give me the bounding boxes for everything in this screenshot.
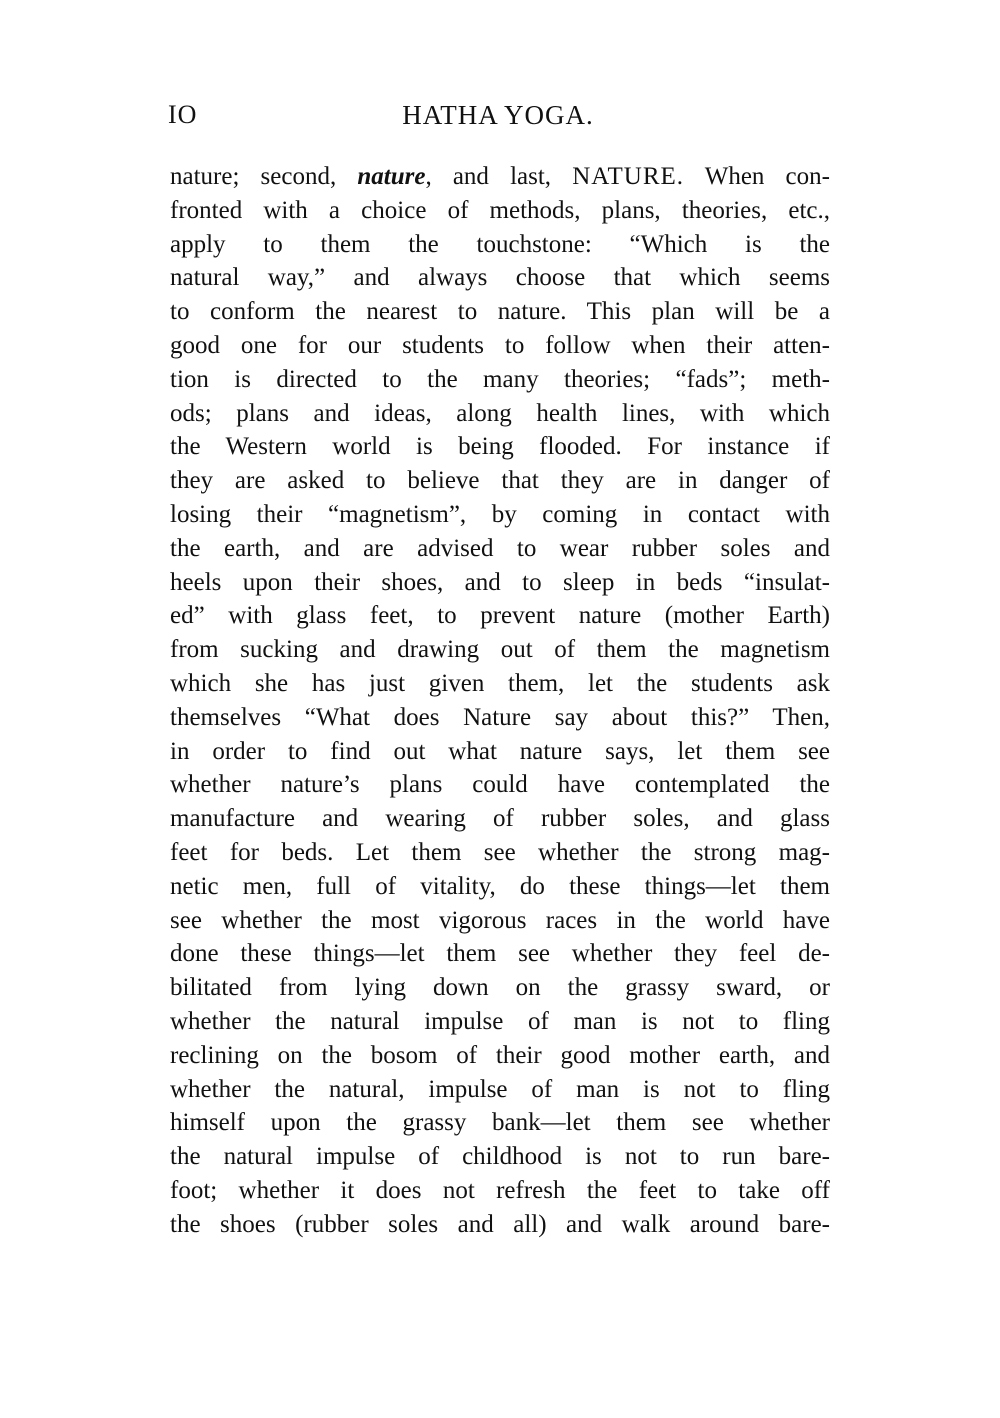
running-head: HATHA YOGA. [402, 100, 594, 130]
text-line: the natural impulse of childhood is not to run bare- [170, 1143, 830, 1171]
text-line: ods; plans and ideas, along health lines, with which [170, 399, 830, 427]
text-line: good one for our students to follow when their atten- [170, 331, 830, 359]
text-line: reclining on the bosom of their good mother earth, and [170, 1041, 830, 1069]
text-line: himself upon the grassy bank—let them see whether [170, 1109, 830, 1137]
page-number: IO [168, 100, 198, 129]
page-header [168, 100, 828, 140]
text-line: whether nature’s plans could have contemplated the [170, 771, 830, 799]
text-line-1-part-a: nature; second, [170, 163, 358, 190]
text-line-1-part-c: , and last, [425, 163, 573, 190]
text-line: bilitated from lying down on the grassy sward, or [170, 974, 830, 1002]
text-line: feet for beds. Let them see whether the strong mag- [170, 838, 830, 866]
text-line: foot; whether it does not refresh the feet to take off [170, 1176, 830, 1204]
text-line: netic men, full of vitality, do these things—let them [170, 872, 830, 900]
text-line: they are asked to believe that they are in danger of [170, 467, 830, 495]
emphasis-nature-italic: nature [357, 163, 426, 190]
text-line: the shoes (rubber soles and all) and walk around bare- [170, 1210, 830, 1238]
text-line: the earth, and are advised to wear rubber soles and [170, 534, 830, 562]
text-line: tion is directed to the many theories; “fads”; meth- [170, 365, 830, 393]
text-line: done these things—let them see whether they feel de- [170, 940, 830, 968]
text-line: ed” with glass feet, to prevent nature (mother Earth) [170, 602, 830, 630]
text-line: whether the natural, impulse of man is not to fling [170, 1075, 830, 1103]
text-line: to conform the nearest to nature. This plan will be a [170, 298, 830, 326]
text-line: whether the natural impulse of man is not to fling [170, 1007, 830, 1035]
text-line: which she has just given them, let the students ask [170, 669, 830, 697]
text-line: manufacture and wearing of rubber soles, and glass [170, 805, 830, 833]
text-line: heels upon their shoes, and to sleep in beds “insulat- [170, 568, 830, 596]
text-line: natural way,” and always choose that which seems [170, 264, 830, 292]
text-line: the Western world is being flooded. For instance if [170, 433, 830, 461]
text-line: in order to find out what nature says, let them see [170, 737, 830, 765]
text-line: fronted with a choice of methods, plans, theories, etc., [170, 196, 830, 224]
text-line: see whether the most vigorous races in the world have [170, 906, 830, 934]
body-text [170, 160, 830, 1242]
text-line: losing their “magnetism”, by coming in contact with [170, 500, 830, 528]
text-line: themselves “What does Nature say about this?” Then, [170, 703, 830, 731]
emphasis-nature-smallcaps: NATURE. [572, 163, 685, 190]
text-line-1 [170, 160, 830, 194]
text-line-1-part-e: When con- [684, 163, 830, 190]
text-line: apply to them the touchstone: “Which is the [170, 230, 830, 258]
text-line: from sucking and drawing out of them the magnetism [170, 636, 830, 664]
